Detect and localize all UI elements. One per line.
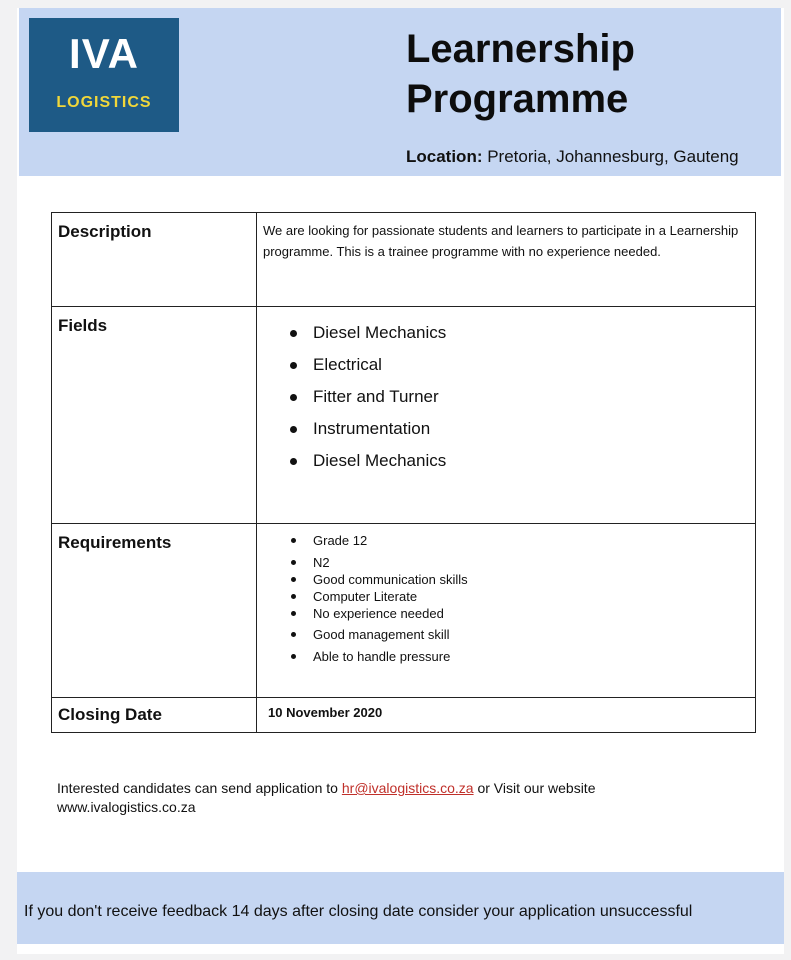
requirements-label: Requirements	[52, 524, 257, 698]
list-item: Instrumentation	[287, 413, 749, 445]
contact-suffix: or Visit our website	[473, 780, 596, 796]
location-value: Pretoria, Johannesburg, Gauteng	[482, 147, 739, 166]
requirements-list	[263, 530, 749, 665]
website-link[interactable]: www.ivalogistics.co.za	[57, 799, 196, 815]
company-logo	[29, 18, 179, 132]
list-item: Able to handle pressure	[287, 648, 749, 665]
closing-date-value: 10 November 2020	[268, 705, 383, 720]
table-row	[52, 307, 756, 524]
list-item: Electrical	[287, 349, 749, 381]
requirements-cell	[257, 524, 756, 698]
description-cell	[257, 213, 756, 307]
list-item: No experience needed	[287, 605, 749, 622]
logo-sub-text: LOGISTICS	[56, 94, 152, 111]
footer-notice: If you don't receive feedback 14 days after closing date consider your application unsuccessful	[24, 903, 693, 920]
closing-date-label: Closing Date	[52, 698, 257, 733]
footer-banner	[17, 872, 784, 944]
list-item: Diesel Mechanics	[287, 317, 749, 349]
page-title	[406, 24, 726, 124]
list-item: Fitter and Turner	[287, 381, 749, 413]
title-line-2: Programme	[406, 77, 629, 121]
location-label: Location:	[406, 147, 483, 166]
email-link[interactable]: hr@ivalogistics.co.za	[341, 780, 474, 796]
list-item: Diesel Mechanics	[287, 445, 749, 477]
table-row	[52, 524, 756, 698]
location-line	[406, 147, 739, 167]
header-banner	[19, 8, 781, 176]
table-row	[52, 698, 756, 733]
fields-label: Fields	[52, 307, 257, 524]
list-item: Good communication skills	[287, 571, 749, 588]
contact-prefix: Interested candidates can send application to	[57, 780, 342, 796]
title-line-1: Learnership	[406, 27, 635, 71]
logo-main-text: IVA	[69, 30, 139, 77]
description-label: Description	[52, 213, 257, 307]
list-item: Good management skill	[287, 626, 749, 643]
description-text: We are looking for passionate students and learners to participate in a Learnership programme. This is a trainee programme with no experience needed.	[263, 223, 739, 259]
table-row	[52, 213, 756, 307]
list-item: Grade 12	[287, 532, 749, 549]
programme-details-table	[51, 212, 756, 733]
list-item: Computer Literate	[287, 588, 749, 605]
closing-date-cell	[257, 698, 756, 733]
fields-cell	[257, 307, 756, 524]
fields-list	[263, 313, 749, 477]
contact-paragraph	[57, 779, 737, 817]
list-item: N2	[287, 554, 749, 571]
